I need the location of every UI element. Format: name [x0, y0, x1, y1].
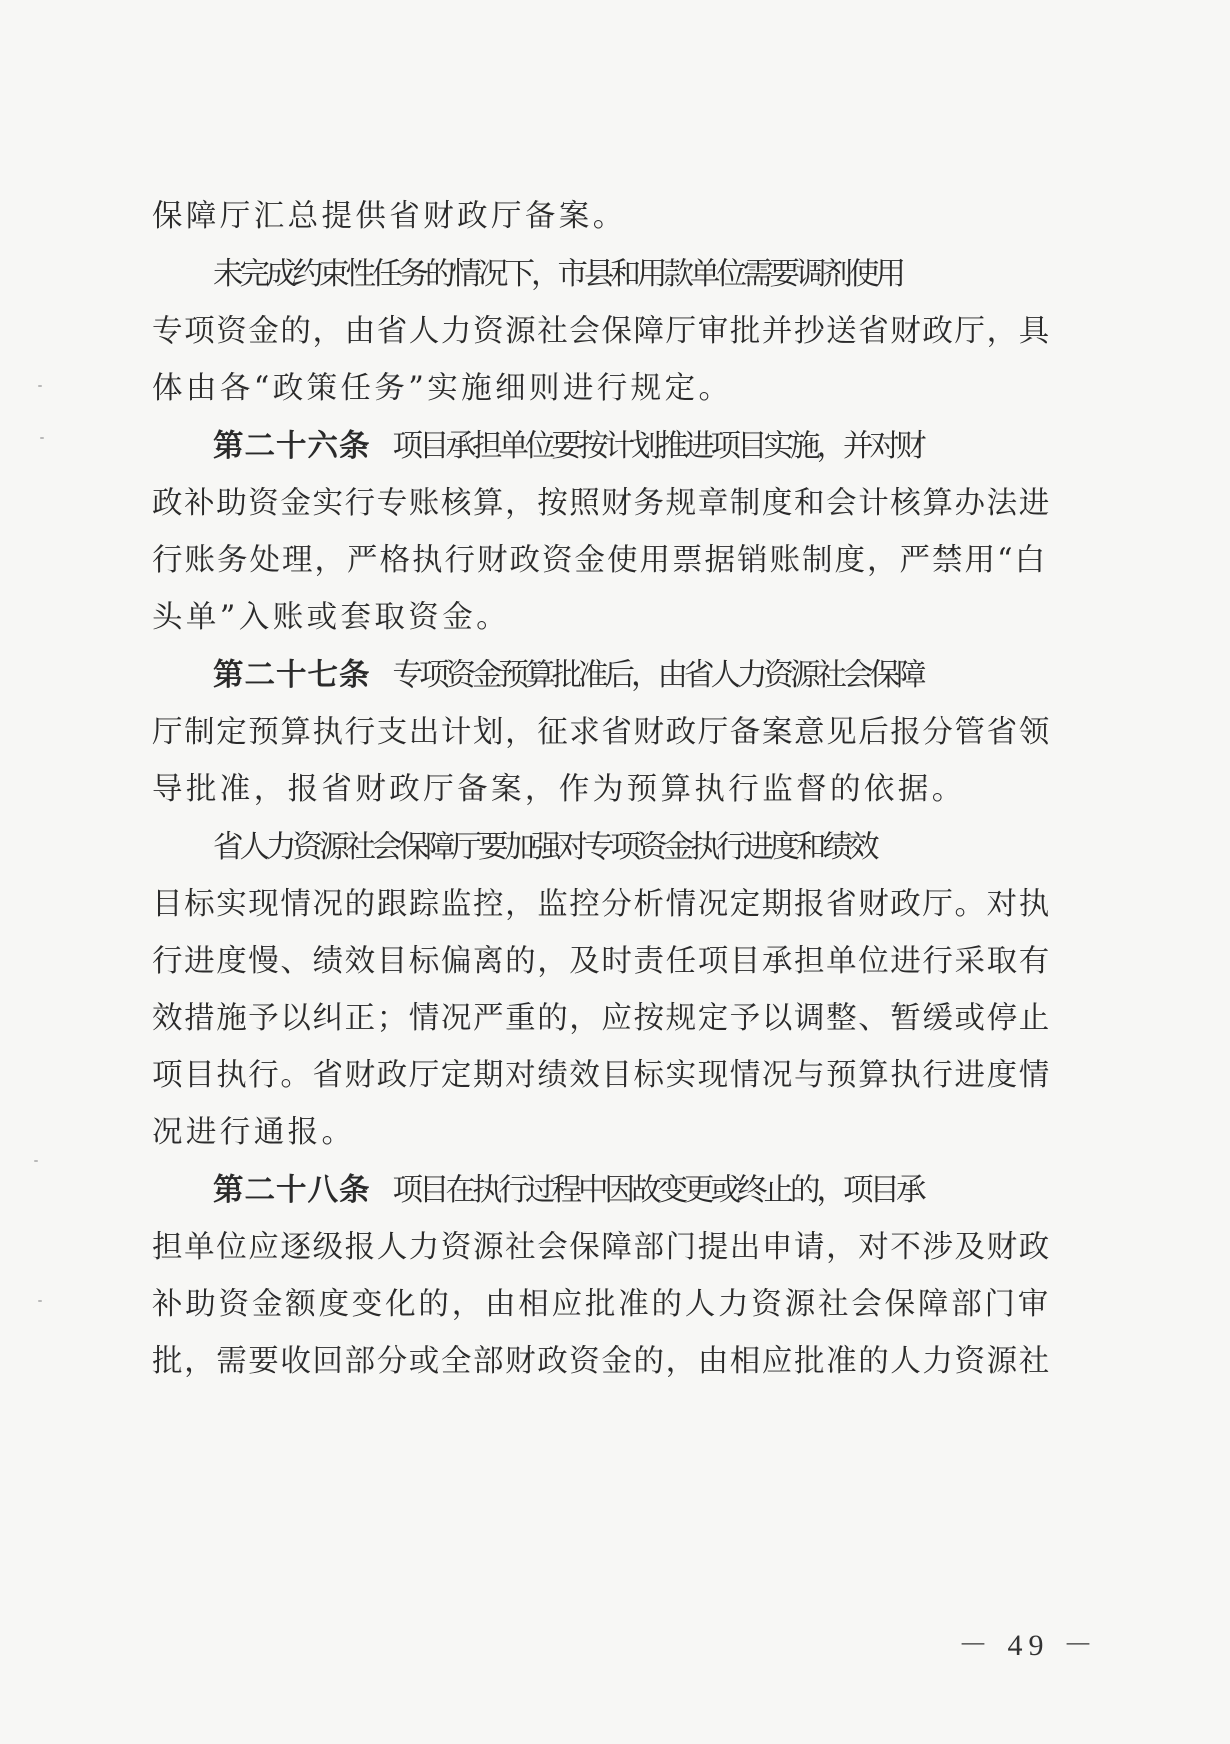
article-heading: 第二十六条 [213, 429, 371, 464]
paragraph-line: 保障厅汇总提供省财政厅备案。 [152, 199, 627, 234]
paragraph-line: 补助资金额度变化的，由相应批准的人力资源社会保障部门审 [152, 1287, 1052, 1322]
article-line [213, 427, 1113, 467]
article-text: 项目在执行过程中因故变更或终止的，项目承 [392, 1173, 923, 1208]
paragraph-line: 专项资金的，由省人力资源社会保障厅审批并抄送省财政厅，具 [152, 314, 1051, 349]
paragraph-line: 况进行通报。 [152, 1115, 356, 1150]
paragraph-line: 省人力资源社会保障厅要加强对专项资金执行进度和绩效 [213, 830, 876, 865]
paragraph-line: 头单”入账或套取资金。 [152, 600, 510, 635]
scan-speck [34, 1160, 38, 1162]
paragraph-line: 行账务处理，严格执行财政资金使用票据销账制度，严禁用“白 [152, 543, 1048, 578]
paragraph-line: 批，需要收回部分或全部财政资金的，由相应批准的人力资源社 [152, 1344, 1051, 1379]
paragraph-line: 体由各“政策任务”实施细则进行规定。 [152, 371, 733, 406]
scan-speck [38, 1300, 42, 1302]
article-line [213, 1171, 1113, 1211]
paragraph-line: 行进度慢、绩效目标偏离的，及时责任项目承担单位进行采取有 [152, 944, 1051, 979]
scan-speck [40, 437, 44, 439]
article-text: 专项资金预算批准后，由省人力资源社会保障 [392, 658, 923, 693]
article-heading: 第二十八条 [213, 1173, 371, 1208]
article-line [213, 656, 1113, 696]
page-number: － 49 － [958, 1629, 1099, 1662]
paragraph-line: 目标实现情况的跟踪监控，监控分析情况定期报省财政厅。对执 [152, 887, 1051, 922]
paragraph-line: 导批准，报省财政厅备案，作为预算执行监督的依据。 [152, 772, 966, 807]
paragraph-line: 担单位应逐级报人力资源社会保障部门提出申请，对不涉及财政 [152, 1230, 1051, 1265]
paragraph-line: 未完成约束性任务的情况下，市县和用款单位需要调剂使用 [213, 257, 902, 292]
scan-speck [38, 385, 42, 387]
paragraph-line: 项目执行。省财政厅定期对绩效目标实现情况与预算执行进度情 [152, 1058, 1051, 1093]
paragraph-line: 厅制定预算执行支出计划，征求省财政厅备案意见后报分管省领 [152, 715, 1051, 750]
paragraph-line: 效措施予以纠正；情况严重的，应按规定予以调整、暂缓或停止 [152, 1001, 1051, 1036]
article-heading: 第二十七条 [213, 658, 371, 693]
paragraph-line: 政补助资金实行专账核算，按照财务规章制度和会计核算办法进 [152, 486, 1051, 521]
article-text: 项目承担单位要按计划推进项目实施，并对财 [392, 429, 923, 464]
